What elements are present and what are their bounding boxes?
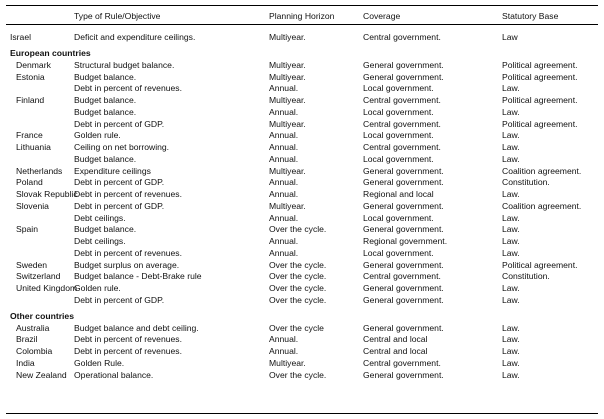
table-row: [0, 201, 604, 213]
country-cell: Brazil: [16, 334, 38, 345]
coverage-cell: Local government.: [363, 130, 434, 141]
rule-cell: Debt in percent of GDP.: [74, 200, 165, 211]
rule-cell: Budget balance.: [74, 71, 137, 82]
country-cell: Netherlands: [16, 165, 63, 176]
table-row: [0, 60, 604, 72]
statutory-cell: Law.: [502, 189, 520, 199]
statutory-cell: Law.: [502, 106, 520, 117]
coverage-cell: Local government.: [363, 106, 434, 117]
horizon-cell: Multiyear.: [269, 95, 306, 105]
rule-cell: Ceiling on net borrowing.: [74, 142, 170, 152]
horizon-cell: Annual.: [269, 247, 299, 258]
table-row: [0, 248, 604, 260]
coverage-cell: Local government.: [363, 153, 434, 164]
horizon-cell: Over the cycle.: [269, 283, 327, 293]
horizon-cell: Annual.: [269, 142, 299, 152]
statutory-cell: Law.: [502, 346, 520, 356]
country-cell: Lithuania: [16, 142, 51, 152]
statutory-cell: Political agreement.: [502, 118, 578, 129]
rule-cell: Debt in percent of revenues.: [74, 189, 182, 199]
table-row: [0, 32, 604, 44]
table-row: [0, 166, 604, 178]
statutory-cell: Law.: [502, 247, 520, 258]
statutory-cell: Coalition agreement.: [502, 165, 582, 176]
coverage-cell: Local government.: [363, 212, 434, 223]
country-cell: Poland: [16, 177, 43, 188]
horizon-cell: Annual.: [269, 189, 299, 199]
rule-cell: Expenditure ceilings: [74, 165, 151, 176]
statutory-cell: Law.: [502, 212, 520, 223]
rule-cell: Debt ceilings.: [74, 212, 126, 223]
horizon-cell: Annual.: [269, 83, 299, 94]
horizon-cell: Annual.: [269, 106, 299, 117]
coverage-cell: Local government.: [363, 83, 434, 94]
coverage-cell: Regional and local: [363, 189, 434, 199]
country-cell: India: [16, 357, 35, 368]
rule-cell: Debt in percent of GDP.: [74, 294, 165, 305]
coverage-cell: General government.: [363, 177, 444, 188]
coverage-cell: General government.: [363, 71, 444, 82]
coverage-cell: Central government.: [363, 357, 441, 368]
country-cell: United Kingdom: [16, 283, 78, 293]
horizon-cell: Multiyear.: [269, 165, 306, 176]
horizon-cell: Annual.: [269, 212, 299, 223]
table-row: [0, 107, 604, 119]
coverage-cell: Central government.: [363, 118, 441, 129]
statutory-cell: Law.: [502, 369, 520, 380]
rule-cell: Debt in percent of GDP.: [74, 118, 165, 129]
bottom-rule: [6, 413, 598, 414]
country-cell: Sweden: [16, 259, 48, 270]
coverage-cell: General government.: [363, 369, 444, 380]
rule-cell: Deficit and expenditure ceilings.: [74, 32, 196, 42]
horizon-cell: Multiyear.: [269, 200, 306, 211]
table-row: [0, 283, 604, 295]
coverage-cell: Central and local: [363, 334, 428, 345]
statutory-cell: Political agreement.: [502, 95, 578, 105]
table-row: [0, 260, 604, 272]
coverage-cell: General government.: [363, 59, 444, 70]
table-row: [0, 83, 604, 95]
horizon-cell: Over the cycle.: [269, 294, 327, 305]
country-cell: Israel: [10, 32, 32, 42]
rule-cell: Debt ceilings.: [74, 236, 126, 246]
horizon-cell: Multiyear.: [269, 118, 306, 129]
country-cell: Australia: [16, 322, 50, 333]
horizon-cell: Over the cycle.: [269, 369, 327, 380]
statutory-cell: Constitution.: [502, 271, 550, 282]
coverage-cell: General government.: [363, 224, 444, 235]
coverage-cell: Regional government.: [363, 236, 448, 246]
table-row: [0, 177, 604, 189]
table-row: [0, 154, 604, 166]
coverage-cell: General government.: [363, 294, 444, 305]
section-heading: European countries: [10, 47, 91, 58]
coverage-cell: General government.: [363, 283, 444, 293]
statutory-cell: Political agreement.: [502, 71, 578, 82]
statutory-cell: Law.: [502, 130, 520, 141]
table-row: [0, 130, 604, 142]
table-row: [0, 370, 604, 382]
statutory-cell: Law.: [502, 83, 520, 94]
horizon-cell: Annual.: [269, 130, 299, 141]
horizon-cell: Multiyear.: [269, 71, 306, 82]
statutory-cell: Law.: [502, 283, 520, 293]
country-cell: Estonia: [16, 71, 45, 82]
statutory-cell: Political agreement.: [502, 59, 578, 70]
country-cell: Slovenia: [16, 200, 49, 211]
horizon-cell: Annual.: [269, 236, 299, 246]
rule-cell: Debt in percent of revenues.: [74, 346, 182, 356]
table-row: [0, 142, 604, 154]
table-row: [0, 295, 604, 307]
horizon-cell: Over the cycle: [269, 322, 324, 333]
statutory-cell: Constitution.: [502, 177, 550, 188]
rule-cell: Budget surplus on average.: [74, 259, 180, 270]
country-cell: Spain: [16, 224, 38, 235]
statutory-cell: Law.: [502, 294, 520, 305]
rule-cell: Golden rule.: [74, 283, 121, 293]
coverage-cell: Central government.: [363, 271, 441, 282]
rule-cell: Budget balance.: [74, 224, 137, 235]
country-cell: Slovak Republic: [16, 189, 78, 199]
header-planning-horizon: Planning Horizon: [269, 11, 335, 21]
coverage-cell: Central and local: [363, 346, 428, 356]
rule-cell: Structural budget balance.: [74, 59, 175, 70]
horizon-cell: Multiyear.: [269, 357, 306, 368]
table-row: [0, 189, 604, 201]
coverage-cell: General government.: [363, 259, 444, 270]
table-row: [0, 271, 604, 283]
horizon-cell: Annual.: [269, 346, 299, 356]
rule-cell: Golden Rule.: [74, 357, 125, 368]
table-row: [0, 224, 604, 236]
statutory-cell: Law.: [502, 142, 520, 152]
header-statutory-base: Statutory Base: [502, 11, 559, 21]
rule-cell: Golden rule.: [74, 130, 121, 141]
rule-cell: Debt in percent of revenues.: [74, 247, 182, 258]
header-rule-objective: Type of Rule/Objective: [74, 11, 161, 21]
statutory-cell: Law.: [502, 334, 520, 345]
statutory-cell: Law.: [502, 236, 520, 246]
rule-cell: Debt in percent of GDP.: [74, 177, 165, 188]
rule-cell: Budget balance - Debt-Brake rule: [74, 271, 202, 282]
country-cell: Finland: [16, 95, 45, 105]
table-row: [0, 358, 604, 370]
horizon-cell: Annual.: [269, 334, 299, 345]
coverage-cell: Central government.: [363, 32, 441, 42]
coverage-cell: Local government.: [363, 247, 434, 258]
rule-cell: Debt in percent of revenues.: [74, 334, 182, 345]
table-row: [0, 236, 604, 248]
country-cell: Colombia: [16, 346, 53, 356]
rule-cell: Budget balance.: [74, 153, 137, 164]
statutory-cell: Law.: [502, 357, 520, 368]
statutory-cell: Law.: [502, 224, 520, 235]
statutory-cell: Political agreement.: [502, 259, 578, 270]
horizon-cell: Annual.: [269, 177, 299, 188]
table-row: [0, 119, 604, 131]
table-row: [0, 213, 604, 225]
rule-cell: Operational balance.: [74, 369, 154, 380]
table-row: [0, 346, 604, 358]
rule-cell: Budget balance and debt ceiling.: [74, 322, 199, 333]
table-row: [0, 323, 604, 335]
coverage-cell: General government.: [363, 200, 444, 211]
coverage-cell: Central government.: [363, 142, 441, 152]
country-cell: Switzerland: [16, 271, 61, 282]
header-rule: [6, 24, 598, 25]
table-header: [0, 11, 604, 23]
statutory-cell: Coalition agreement.: [502, 200, 582, 211]
coverage-cell: General government.: [363, 322, 444, 333]
table-row: [0, 95, 604, 107]
rule-cell: Budget balance.: [74, 106, 137, 117]
country-cell: France: [16, 130, 43, 141]
horizon-cell: Over the cycle.: [269, 224, 327, 235]
header-coverage: Coverage: [363, 11, 401, 21]
country-cell: New Zealand: [16, 369, 67, 380]
coverage-cell: Central government.: [363, 95, 441, 105]
top-rule: [6, 5, 598, 6]
horizon-cell: Over the cycle.: [269, 259, 327, 270]
country-cell: Denmark: [16, 59, 51, 70]
horizon-cell: Multiyear.: [269, 32, 306, 42]
table-row: [0, 334, 604, 346]
horizon-cell: Annual.: [269, 153, 299, 164]
horizon-cell: Over the cycle.: [269, 271, 327, 282]
table-row: [0, 72, 604, 84]
horizon-cell: Multiyear.: [269, 59, 306, 70]
section-heading: Other countries: [10, 310, 74, 321]
rule-cell: Budget balance.: [74, 95, 137, 105]
statutory-cell: Law.: [502, 153, 520, 164]
coverage-cell: General government.: [363, 165, 444, 176]
statutory-cell: Law.: [502, 322, 520, 333]
rule-cell: Debt in percent of revenues.: [74, 83, 182, 94]
statutory-cell: Law: [502, 32, 518, 42]
